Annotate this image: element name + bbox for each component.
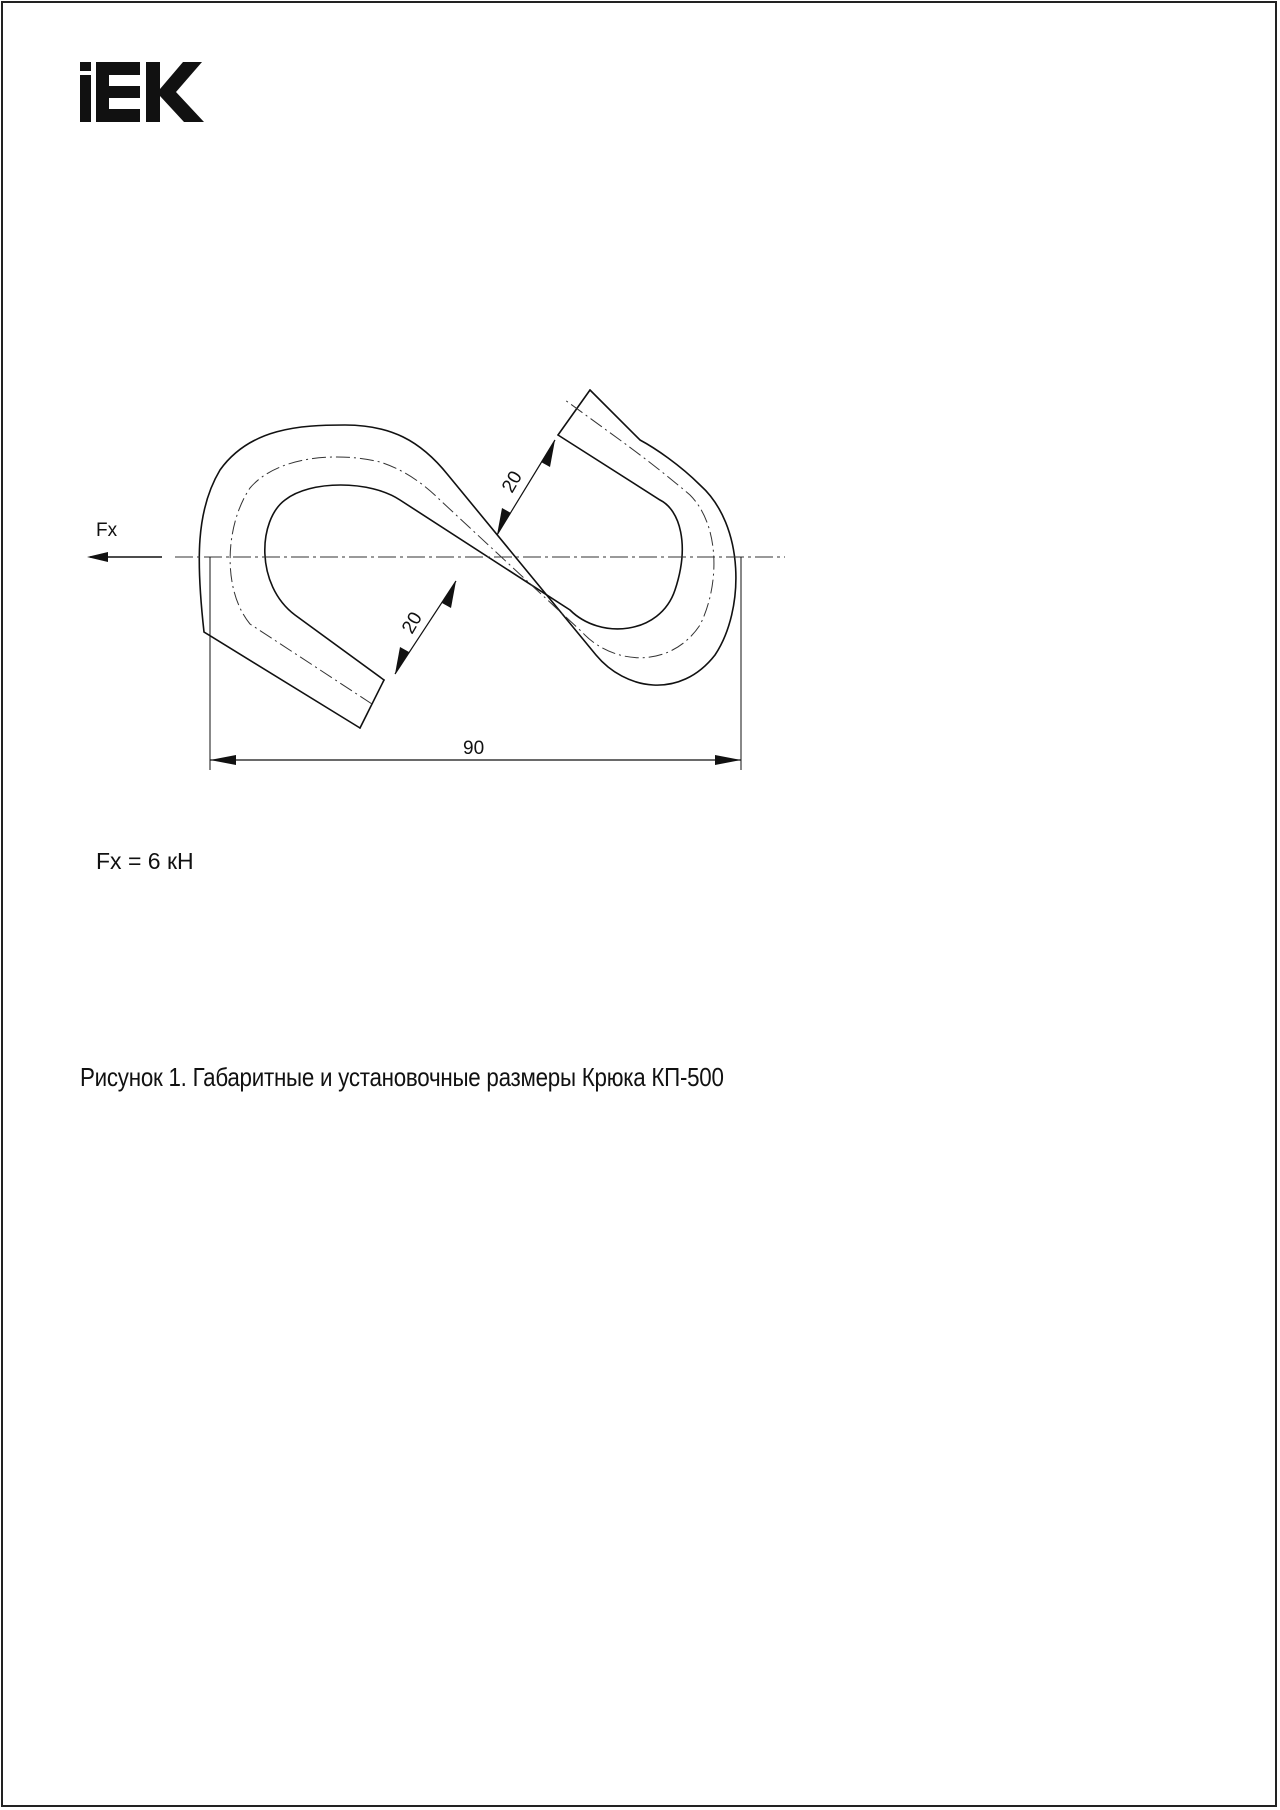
width-arrowhead-left [210, 755, 236, 765]
force-formula: Fx = 6 кН [96, 848, 194, 874]
hook-drawing [0, 0, 1280, 900]
rod-center-line [230, 400, 714, 704]
force-arrowhead [87, 552, 108, 562]
hook-outer-contour [199, 390, 736, 728]
lower-dimension-label: 20 [398, 608, 427, 638]
force-label: Fx [96, 520, 118, 541]
lower-arrowhead-bottom [395, 647, 409, 674]
figure-caption: Рисунок 1. Габаритные и установочные размеры Крюка КП-500 [80, 1062, 724, 1092]
width-arrowhead-right [715, 755, 741, 765]
upper-arrowhead-bottom [497, 508, 511, 535]
lower-arrowhead-top [442, 581, 456, 608]
hook-end-cap-upper [558, 390, 590, 435]
width-dimension-label: 90 [463, 738, 485, 759]
upper-dimension-label: 20 [498, 467, 527, 497]
upper-arrowhead-top [541, 440, 555, 467]
